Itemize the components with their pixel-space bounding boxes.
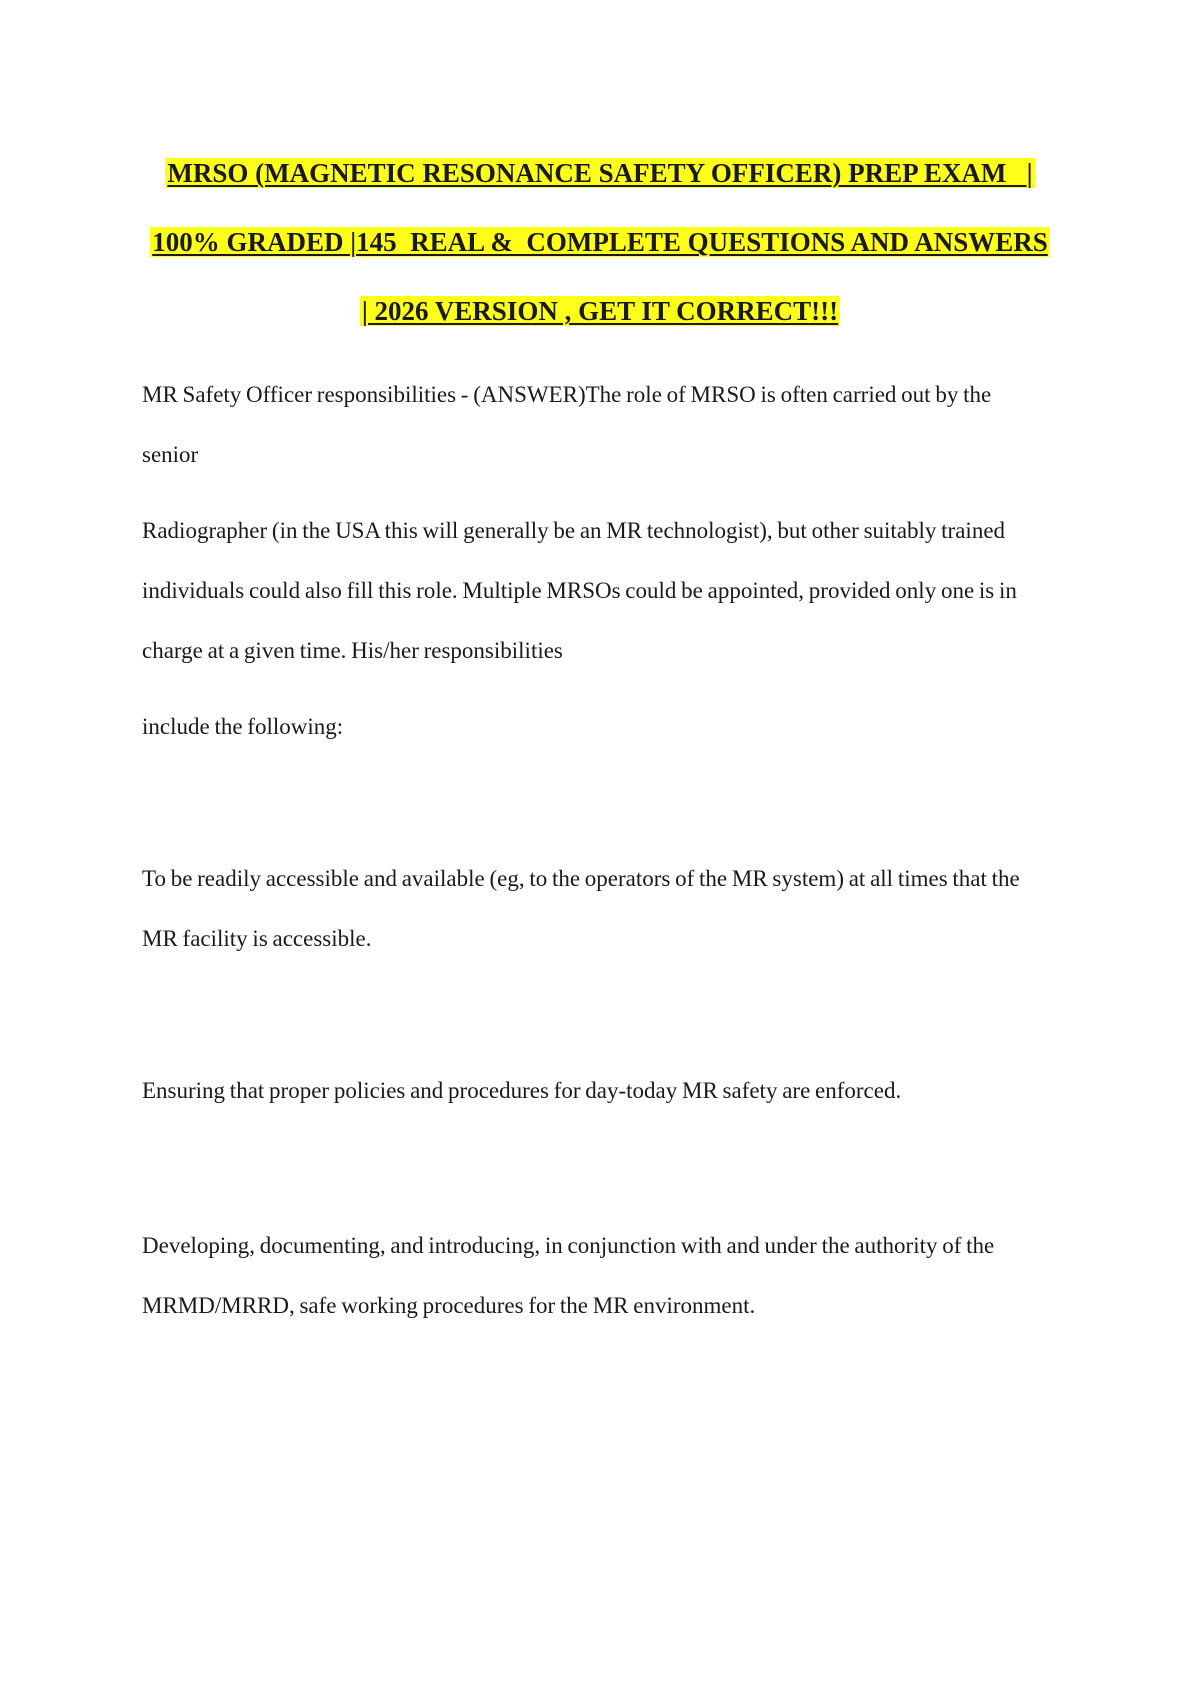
paragraph-line: MR Safety Officer responsibilities - (ANSWER)The role of MRSO is often carried out by the <box>142 382 992 407</box>
paragraph-line: MR facility is accessible. <box>142 926 372 951</box>
paragraph-line: MRMD/MRRD, safe working procedures for the MR environment. <box>142 1293 756 1318</box>
paragraph-line: Developing, documenting, and introducing, in conjunction with and under the authority of the <box>142 1233 995 1258</box>
paragraph-2 <box>142 501 1082 681</box>
paragraph-line: individuals could also fill this role. Multiple MRSOs could be appointed, provided only one is in <box>142 578 1017 603</box>
paragraph-line: Radiographer (in the USA this will generally be an MR technologist), but other suitably trained <box>142 518 1006 543</box>
paragraph-line: charge at a given time. His/her responsibilities <box>142 638 563 663</box>
paragraph-4 <box>142 849 1082 969</box>
paragraph-1 <box>142 365 1082 485</box>
title-line-3: | 2026 VERSION , GET IT CORRECT!!! <box>361 296 839 326</box>
paragraph-line: Ensuring that proper policies and procedures for day-today MR safety are enforced. <box>142 1078 902 1103</box>
paragraph-line: To be readily accessible and available (eg, to the operators of the MR system) at all times that the <box>142 866 1020 891</box>
paragraph-6 <box>142 1216 1082 1336</box>
title-line-2: 100% GRADED |145 REAL & COMPLETE QUESTIONS AND ANSWERS <box>152 227 1048 257</box>
paragraph-5 <box>142 1061 1082 1121</box>
paragraph-3 <box>142 697 1082 757</box>
paragraph-line: senior <box>142 442 199 467</box>
paragraph-line: include the following: <box>142 714 344 739</box>
title-line-1: MRSO (MAGNETIC RESONANCE SAFETY OFFICER) PREP EXAM | <box>167 158 1033 188</box>
document-title <box>100 150 1100 357</box>
